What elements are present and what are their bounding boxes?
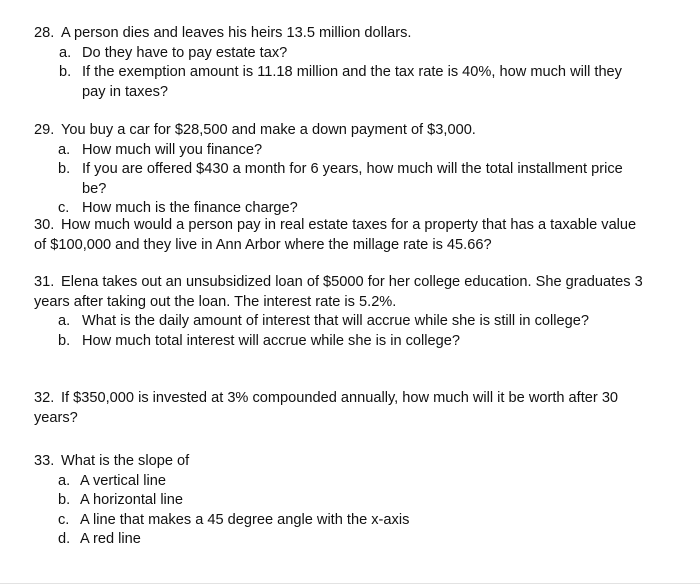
- question-32: [34, 389, 644, 428]
- question-number: 32.: [34, 390, 55, 406]
- sub-question-letter: a.: [58, 313, 71, 329]
- sub-question-text: How much total interest will accrue while she is in college?: [82, 332, 460, 349]
- question-stem: [34, 121, 644, 141]
- sub-question-letter: a.: [58, 472, 71, 489]
- sub-question-letter: b.: [58, 492, 71, 508]
- sub-question-list: [34, 141, 644, 219]
- question-number: 30.: [34, 217, 55, 233]
- sub-question-b: [34, 160, 644, 199]
- question-stem: [34, 452, 644, 472]
- sub-question-letter: c.: [58, 511, 70, 528]
- sub-question-text: What is the daily amount of interest that will accrue while she is still in college?: [82, 313, 589, 329]
- sub-question-text: A horizontal line: [80, 492, 184, 508]
- sub-question-a: [34, 141, 644, 161]
- sub-question-text: A red line: [80, 531, 141, 547]
- question-30: [34, 216, 644, 255]
- sub-question-c: [34, 511, 644, 531]
- sub-question-text: A line that makes a 45 degree angle with the x-axis: [80, 511, 410, 528]
- sub-question-a: [34, 44, 644, 64]
- question-text: Elena takes out an unsubsidized loan of $5000 for her college education. She graduates 3 years after taking out the loan. The interest rate is 5.2%.: [34, 274, 643, 310]
- question-28: [34, 24, 644, 102]
- sub-question-b: [34, 63, 644, 102]
- page-edge-divider: [0, 583, 700, 584]
- question-number: 31.: [34, 274, 55, 290]
- question-29: [34, 121, 644, 219]
- question-stem: [34, 24, 644, 44]
- sub-question-a: [34, 312, 644, 332]
- question-text: You buy a car for $28,500 and make a down payment of $3,000.: [61, 122, 476, 138]
- question-stem: [34, 216, 644, 255]
- sub-question-b: [34, 491, 644, 511]
- sub-question-list: [34, 312, 644, 351]
- sub-question-letter: c.: [58, 200, 70, 216]
- sub-question-text: A vertical line: [80, 472, 166, 489]
- question-text: What is the slope of: [61, 453, 190, 469]
- question-text: If $350,000 is invested at 3% compounded annually, how much will it be worth after 30 years?: [34, 390, 619, 426]
- sub-question-letter: b.: [58, 161, 71, 177]
- question-33: [34, 452, 644, 550]
- question-31: [34, 273, 644, 351]
- sub-question-list: [34, 44, 644, 103]
- sub-question-text: How much is the finance charge?: [82, 200, 298, 216]
- sub-question-text: If you are offered $430 a month for 6 years, how much will the total installment price be?: [82, 161, 623, 197]
- sub-question-letter: a.: [59, 44, 72, 61]
- question-stem: [34, 273, 644, 312]
- question-text: A person dies and leaves his heirs 13.5 million dollars.: [61, 25, 412, 41]
- sub-question-letter: b.: [59, 64, 72, 80]
- sub-question-a: [34, 472, 644, 492]
- question-number: 29.: [34, 122, 55, 138]
- sub-question-d: [34, 530, 644, 550]
- sub-question-letter: d.: [58, 531, 71, 547]
- sub-question-text: Do they have to pay estate tax?: [82, 44, 288, 61]
- sub-question-list: [34, 472, 644, 550]
- question-stem: [34, 389, 644, 428]
- sub-question-letter: a.: [58, 141, 71, 158]
- sub-question-text: How much will you finance?: [82, 141, 263, 158]
- question-text: How much would a person pay in real estate taxes for a property that has a taxable value of $100,000 and they live in Ann Arbor where the millage rate is 45.66?: [34, 217, 637, 253]
- sub-question-text: If the exemption amount is 11.18 million and the tax rate is 40%, how much will they pay in taxes?: [82, 64, 622, 100]
- question-number: 28.: [34, 25, 55, 41]
- sub-question-letter: b.: [58, 332, 71, 349]
- sub-question-b: [34, 332, 644, 352]
- question-number: 33.: [34, 453, 55, 469]
